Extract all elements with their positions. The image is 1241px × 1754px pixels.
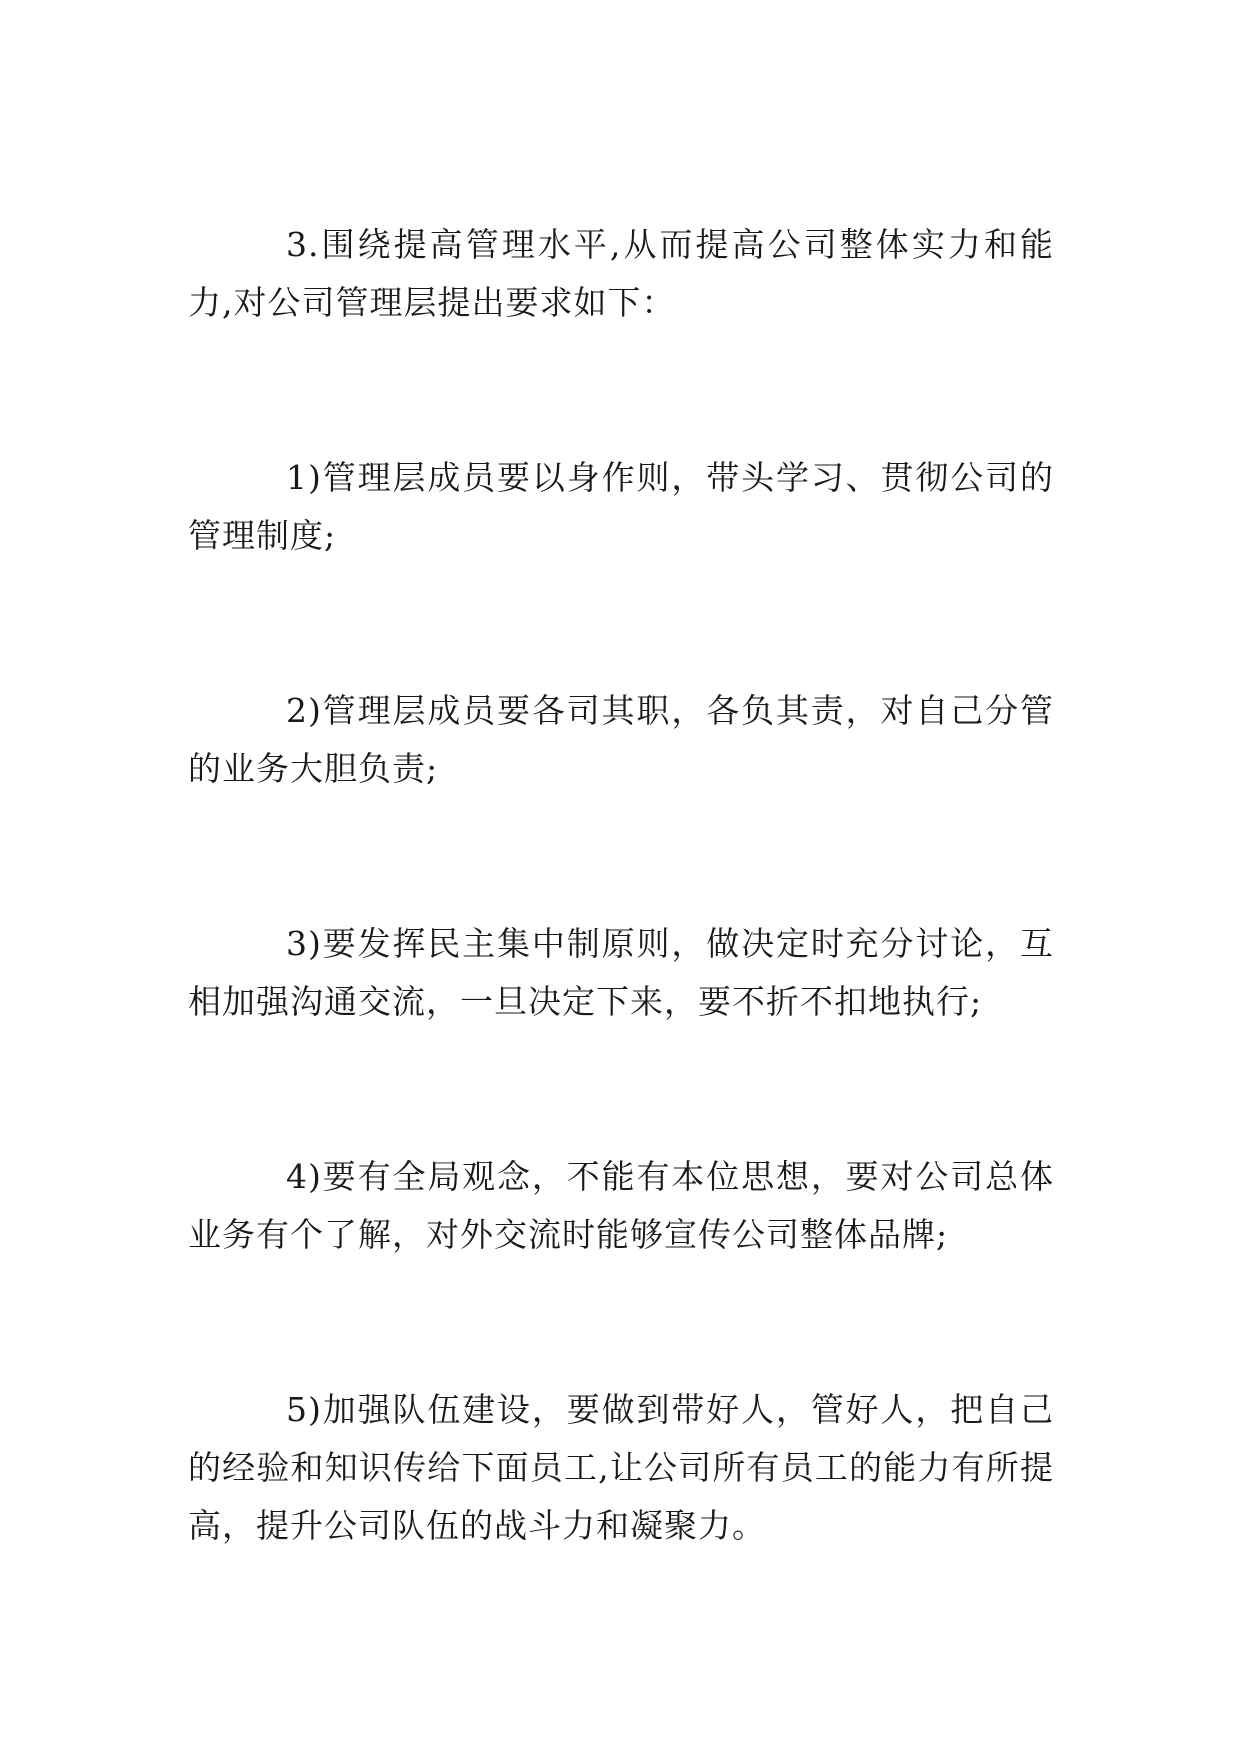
paragraph-management-requirements-intro: 3.围绕提高管理水平,从而提高公司整体实力和能力,对公司管理层提出要求如下： xyxy=(188,225,1054,322)
paragraph-item-3: 3)要发挥民主集中制原则，做决定时充分讨论，互相加强沟通交流，一旦决定下来，要不折不扣地执行; xyxy=(188,924,1054,1021)
paragraph-item-2: 2)管理层成员要各司其职，各负其责，对自己分管的业务大胆负责; xyxy=(188,691,1054,788)
paragraph-item-5: 5)加强队伍建设，要做到带好人，管好人，把自己的经验和知识传给下面员工,让公司所有员工的能力有所提高，提升公司队伍的战斗力和凝聚力。 xyxy=(188,1390,1054,1545)
paragraph-item-4: 4)要有全局观念，不能有本位思想，要对公司总体业务有个了解，对外交流时能够宣传公司整体品牌; xyxy=(188,1157,1054,1254)
paragraph-item-1: 1)管理层成员要以身作则，带头学习、贯彻公司的管理制度; xyxy=(188,458,1054,555)
